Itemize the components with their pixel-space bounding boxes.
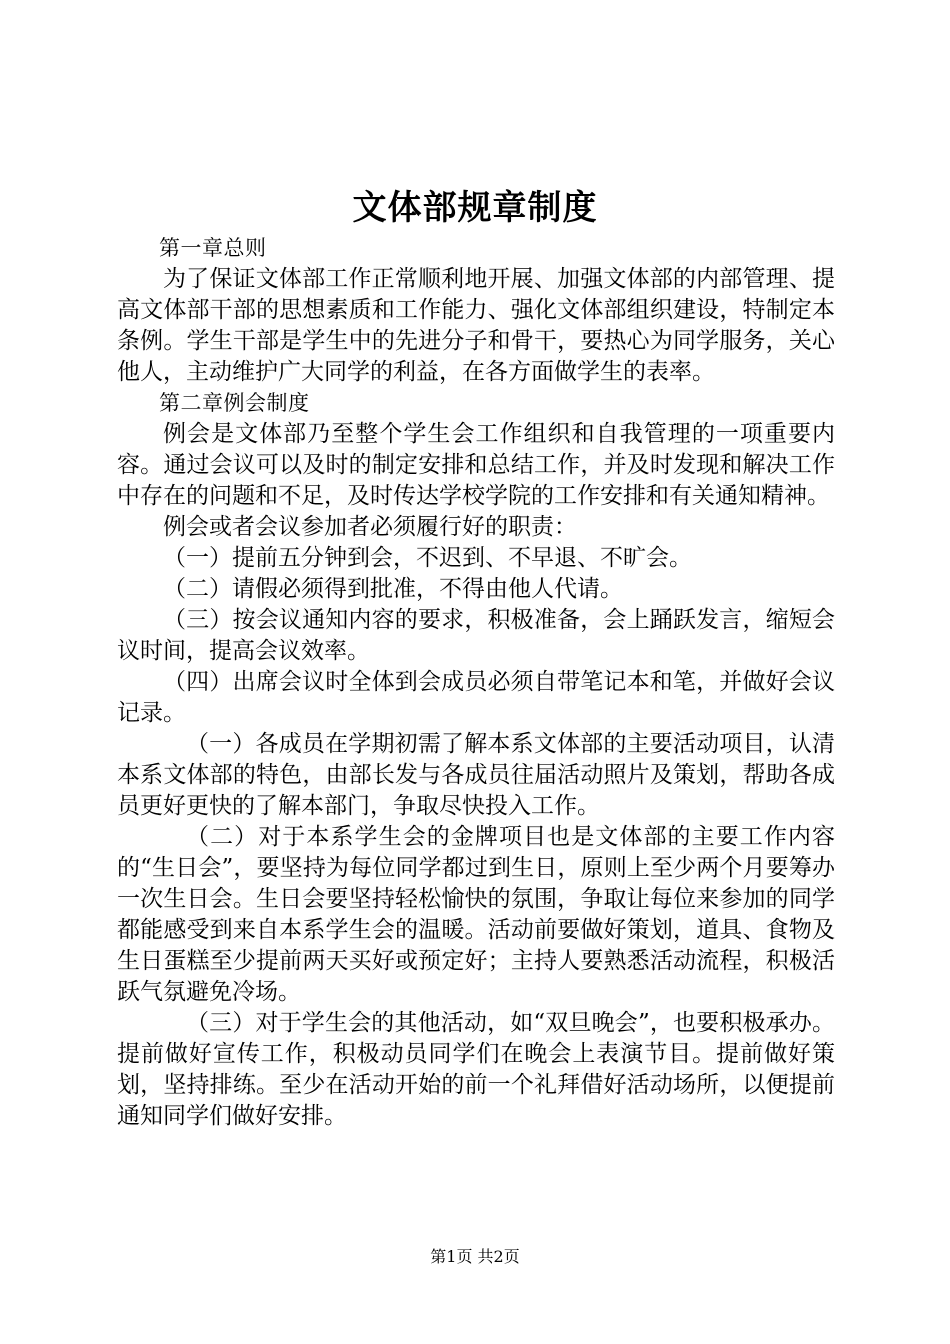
- document-title: 文体部规章制度: [352, 188, 598, 228]
- document-body: [117, 233, 835, 1132]
- list-item: （三）按会议通知内容的要求，积极准备，会上踊跃发言，缩短会议时间，提高会议效率。: [117, 607, 835, 664]
- chapter-heading: 第二章例会制度: [159, 391, 310, 415]
- page-footer: 第1页 共2页: [430, 1247, 520, 1266]
- list-item: （一）各成员在学期初需了解本系文体部的主要活动项目，认清本系文体部的特色，由部长发与各成员往届活动照片及策划，帮助各成员更好更快的了解本部门，争取尽快投入工作。: [117, 731, 835, 819]
- paragraph: 例会或者会议参加者必须履行好的职责：: [163, 514, 577, 540]
- list-item: （二）请假必须得到批准，不得由他人代请。: [163, 576, 623, 602]
- chapter-heading: 第一章总则: [159, 236, 267, 260]
- list-item: （四）出席会议时全体到会成员必须自带笔记本和笔，并做好会议记录。: [117, 669, 835, 726]
- paragraph: 为了保证文体部工作正常顺利地开展、加强文体部的内部管理、提高文体部干部的思想素质和工作能力、强化文体部组织建设，特制定本条例。学生干部是学生中的先进分子和骨干，要热心为同学服务，关心他人，主动维护广大同学的利益，在各方面做学生的表率。: [117, 266, 835, 385]
- list-item: （二）对于本系学生会的金牌项目也是文体部的主要工作内容的“生日会”，要坚持为每位同学都过到生日，原则上至少两个月要筹办一次生日会。生日会要坚持轻松愉快的氛围，争取让每位来参加的同学都能感受到来自本系学生会的温暖。活动前要做好策划，道具、食物及生日蛋糕至少提前两天买好或预定好；主持人要熟悉活动流程，积极活跃气氛避免冷场。: [117, 824, 835, 1005]
- list-item: （三）对于学生会的其他活动，如“双旦晚会”，也要积极承办。提前做好宣传工作，积极动员同学们在晚会上表演节目。提前做好策划，坚持排练。至少在活动开始的前一个礼拜借好活动场所，以便提前通知同学们做好安排。: [117, 1010, 835, 1129]
- paragraph: 例会是文体部乃至整个学生会工作组织和自我管理的一项重要内容。通过会议可以及时的制定安排和总结工作，并及时发现和解决工作中存在的问题和不足，及时传达学校学院的工作安排和有关通知精神。: [117, 421, 835, 509]
- list-item: （一）提前五分钟到会，不迟到、不早退、不旷会。: [163, 545, 692, 571]
